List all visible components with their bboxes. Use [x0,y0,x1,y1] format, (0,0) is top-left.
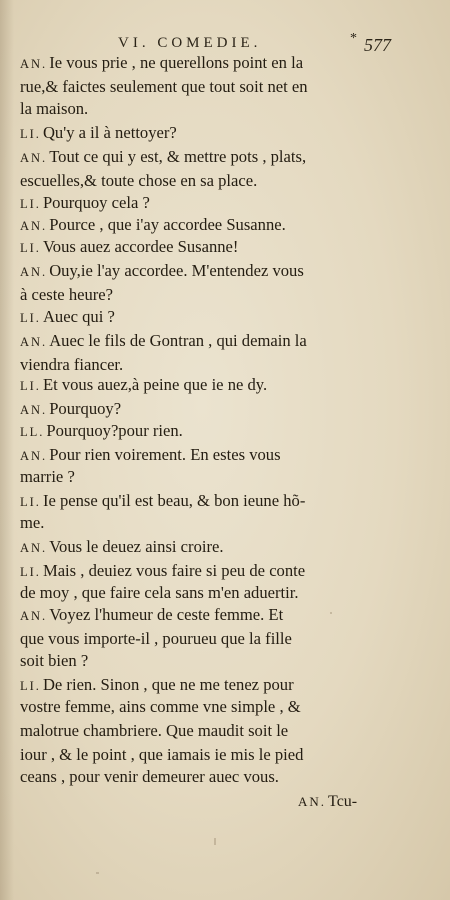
text-line [20,628,292,650]
text-line [20,236,238,259]
speaker-label: AN. [20,541,48,555]
speaker-label: AN. [20,335,48,349]
line-text: Vous auez accordee Susanne! [42,237,239,256]
line-text: soit bien ? [20,651,89,670]
line-text: Vous le deuez ainsi croire. [49,537,224,556]
text-line [20,330,307,353]
line-text: à ceste heure? [20,285,114,304]
catchword-speaker: AN. [298,794,327,809]
text-line [20,560,305,583]
line-text: Voyez l'humeur de ceste femme. Et [49,605,284,624]
speaker-label: AN. [20,609,48,623]
text-line [20,98,88,120]
paper-fleck [214,838,216,845]
line-text: Pourquoy? [49,399,122,418]
speaker-label: AN. [20,265,48,279]
speaker-label: AN. [20,57,48,71]
text-line [20,192,150,215]
text-line [20,260,304,283]
text-line [20,146,306,169]
speaker-label: LL. [20,425,45,439]
line-text: Ie vous prie , ne querellons point en la [49,53,304,72]
line-text: iour , & le point , que iamais ie mis le pied [20,745,304,764]
line-text: Pourquoy?pour rien. [46,421,183,440]
text-line [20,490,305,513]
text-line [20,444,281,467]
text-line [20,720,288,742]
line-text: escuelles,& toute chose en sa place. [20,171,258,190]
page-number: 577 [364,35,391,55]
line-text: Ouy,ie l'ay accordee. M'entendez vous [49,261,304,280]
paper-fleck [96,872,99,874]
line-text: Tout ce qui y est, & mettre pots , plats, [49,147,307,166]
text-line [20,744,303,766]
speaker-label: LI. [20,241,41,255]
line-text: de moy , que faire cela sans m'en aduertir. [20,583,299,602]
text-line [20,170,257,192]
speaker-label: LI. [20,127,41,141]
line-text: Pourquoy cela ? [42,193,150,212]
text-line [20,398,121,421]
asterisk-mark: * [350,31,357,46]
speaker-label: LI. [20,311,41,325]
text-line [20,76,308,98]
speaker-label: AN. [20,403,48,417]
line-text: Ie pense qu'il est beau, & bon ieune hõ- [42,491,306,510]
line-text: vostre femme, ains comme vne simple , & [20,697,301,716]
line-text: Qu'y a il à nettoyer? [42,123,177,142]
text-line [20,214,286,237]
text-line [20,374,267,397]
catchword [298,793,357,811]
text-line [20,122,177,145]
text-line [20,766,279,788]
text-line [20,582,299,604]
line-text: Auec le fils de Gontran , qui demain la [49,331,307,350]
text-line [20,650,88,672]
speaker-label: LI. [20,197,41,211]
text-line [20,52,303,75]
speaker-label: AN. [20,449,48,463]
line-text: Pource , que i'ay accordee Susanne. [49,215,286,234]
speaker-label: AN. [20,151,48,165]
text-line [20,284,113,306]
speaker-label: LI. [20,565,41,579]
text-line [20,466,75,488]
line-text: viendra fiancer. [20,355,124,374]
text-line [20,306,115,329]
line-text: la maison. [20,99,89,118]
line-text: Auec qui ? [42,307,115,326]
text-line [20,604,283,627]
line-text: ceans , pour venir demeurer auec vous. [20,767,279,786]
line-text: De rien. Sinon , que ne me tenez pour [42,675,294,694]
line-text: marrie ? [20,467,75,486]
line-text: me. [20,513,45,532]
text-line [20,420,183,443]
speaker-label: LI. [20,679,41,693]
line-text: Et vous auez,à peine que ie ne dy. [42,375,268,394]
line-text: rue,& faictes seulement que tout soit net en [20,77,308,96]
speaker-label: LI. [20,495,41,509]
line-text: que vous importe-il , pourueu que la fille [20,629,292,648]
speaker-label: LI. [20,379,41,393]
running-title: VI. COMEDIE. [118,35,262,51]
line-text: malotrue chambriere. Que maudit soit le [20,721,289,740]
speaker-label: AN. [20,219,48,233]
line-text: Mais , deuiez vous faire si peu de conte [42,561,306,580]
text-line [20,536,224,559]
catchword-text: Tcu- [328,793,358,810]
paper-fleck [330,612,332,614]
text-line [20,674,294,697]
line-text: Pour rien voirement. En estes vous [49,445,281,464]
text-line [20,512,44,534]
text-line [20,696,301,718]
text-line [20,354,123,376]
